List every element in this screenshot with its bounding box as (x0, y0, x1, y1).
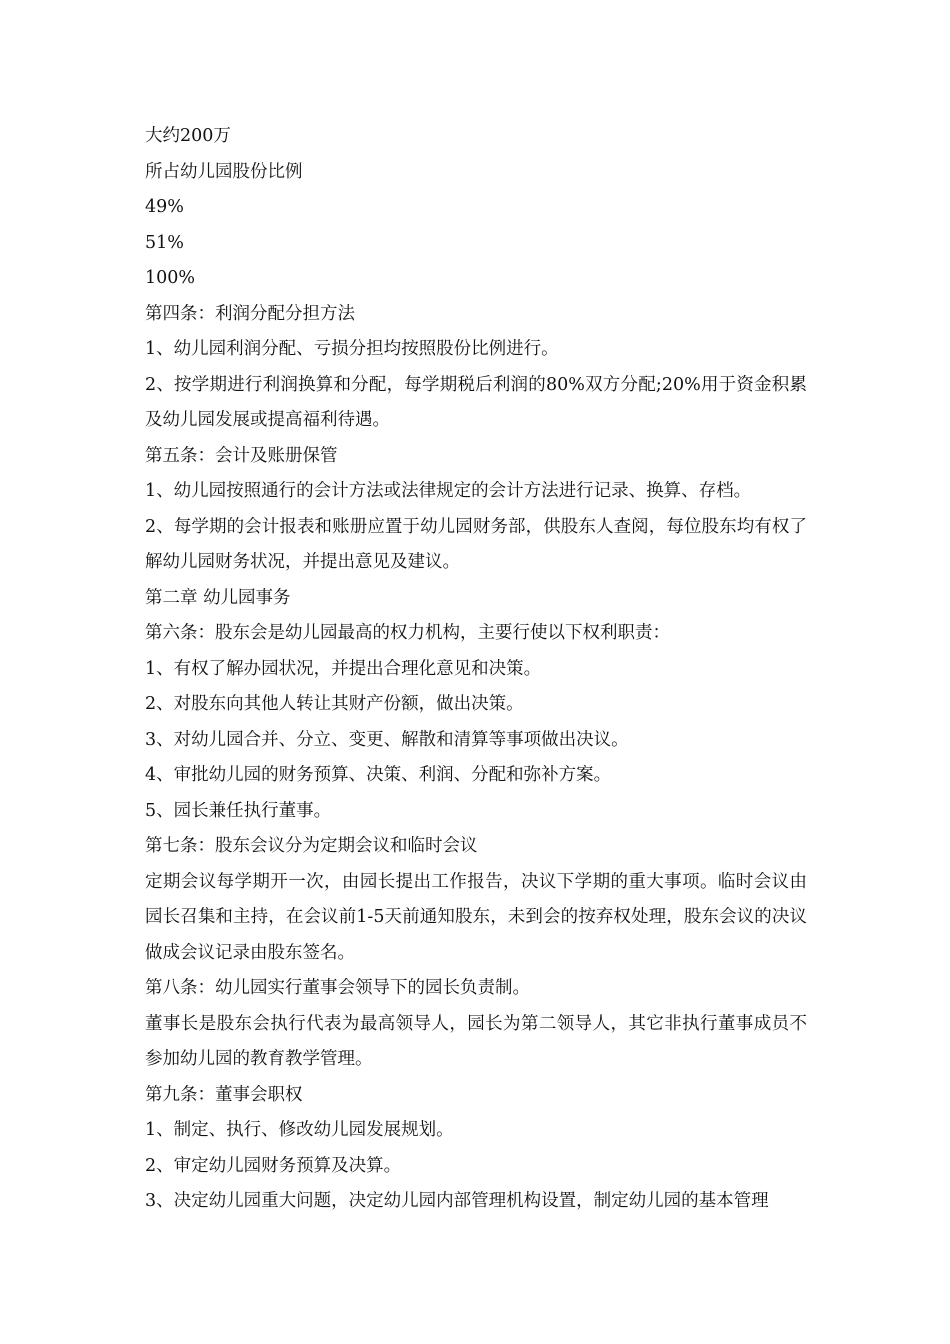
clause-paragraph: 1、幼儿园利润分配、亏损分担均按照股份比例进行。 (145, 339, 559, 359)
article-heading: 第六条：股东会是幼儿园最高的权力机构，主要行使以下权利职责： (145, 623, 670, 643)
share-ratio-value: 51% (145, 232, 184, 253)
clause-paragraph: 1、制定、执行、修改幼儿园发展规划。 (145, 1120, 454, 1140)
clause-paragraph: 1、幼儿园按照通行的会计方法或法律规定的会计方法进行记录、换算、存档。 (145, 481, 752, 501)
document-body (145, 119, 807, 1220)
share-ratio-value: 49% (145, 197, 184, 217)
clause-paragraph: 2、审定幼儿园财务预算及决算。 (145, 1155, 402, 1176)
article-heading: 第七条：股东会议分为定期会议和临时会议 (145, 836, 478, 856)
clause-paragraph: 3、对幼儿园合并、分立、变更、解散和清算等事项做出决议。 (145, 729, 629, 750)
chapter-heading: 第二章 幼儿园事务 (145, 587, 291, 608)
article-heading: 第五条：会计及账册保管 (145, 445, 338, 466)
article-heading: 第四条：利润分配分担方法 (145, 303, 355, 324)
share-ratio-total: 100% (145, 268, 196, 288)
clause-paragraph: 1、有权了解办园状况，并提出合理化意见和决策。 (145, 658, 542, 679)
share-ratio-heading: 所占幼儿园股份比例 (145, 161, 303, 182)
clause-paragraph: 3、决定幼儿园重大问题，决定幼儿园内部管理机构设置，制定幼儿园的基本管理 (145, 1191, 769, 1211)
clause-paragraph: 2、按学期进行利润换算和分配，每学期税后利润的80%双方分配;20%用于资金积累及幼儿园发展或提高福利待遇。 (145, 374, 807, 430)
clause-paragraph: 5、园长兼任执行董事。 (145, 800, 332, 821)
clause-paragraph: 2、对股东向其他人转让其财产份额，做出决策。 (145, 694, 524, 714)
article-heading: 第九条：董事会职权 (145, 1084, 303, 1105)
article-heading: 第八条：幼儿园实行董事会领导下的园长负责制。 (145, 978, 530, 998)
clause-paragraph: 2、每学期的会计报表和账册应置于幼儿园财务部，供股东人查阅，每位股东均有权了解幼儿园财务状况，并提出意见及建议。 (145, 516, 807, 572)
clause-paragraph: 4、审批幼儿园的财务预算、决策、利润、分配和弥补方案。 (145, 765, 612, 785)
clause-paragraph: 定期会议每学期开一次，由园长提出工作报告，决议下学期的重大事项。临时会议由园长召集和主持，在会议前1-5天前通知股东，未到会的按弃权处理，股东会议的决议做成会议记录由股东签名。 (145, 871, 807, 963)
clause-paragraph: 董事长是股东会执行代表为最高领导人，园长为第二领导人，其它非执行董事成员不参加幼儿园的教育教学管理。 (145, 1013, 807, 1069)
amount-line: 大约200万 (145, 126, 231, 146)
